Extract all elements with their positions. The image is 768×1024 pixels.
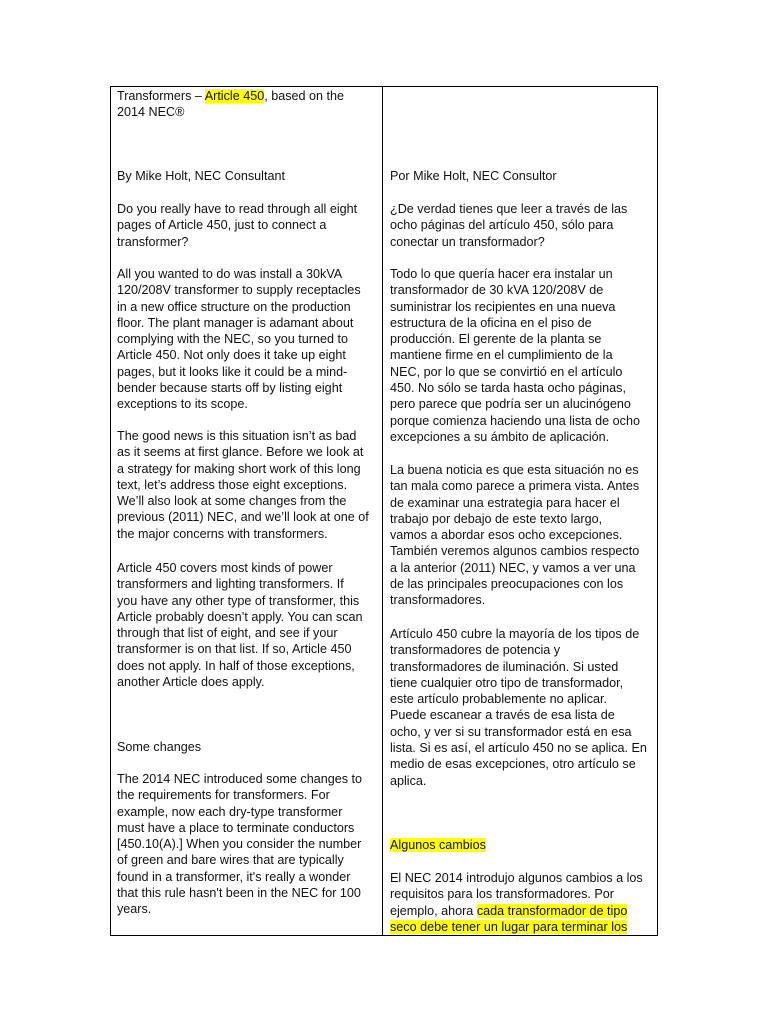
paragraph-es-5-text: El NEC 2014 introdujo algunos cambios a los requisitos para los transformadores. Por ejemplo, ahora [390,871,643,918]
heading-some-changes: Some changes [117,740,202,754]
title-text-pre: Transformers – [117,89,205,103]
byline-en: By Mike Holt, NEC Consultant [117,169,285,183]
heading-algunos-cambios [390,837,652,853]
byline-es: Por Mike Holt, NEC Consultor [390,169,557,183]
paragraph-es-1: ¿De verdad tienes que leer a través de las ocho páginas del artículo 450, sólo para conectar un transformador? [390,202,628,249]
title-text-post: , based on the 2014 NEC® [117,89,345,120]
title-article-highlight: Article 450 [204,89,265,103]
paragraph-en-5: The 2014 NEC introduced some changes to the requirements for transformers. For example, now each dry-type transformer must have a place to terminate conductors [450.10(A).] When you consider the number of green and bare wires that are typically found in a transformer, it's really a wonder that this rule hasn't been in the NEC for 100 years. [117,772,363,917]
document-title [117,88,379,121]
algunos-cambios-highlight: Algunos cambios [390,838,486,852]
paragraph-en-1: Do you really have to read through all eight pages of Article 450, just to connect a transformer? [117,202,358,249]
paragraph-en-4: Article 450 covers most kinds of power transformers and lighting transformers. If you have any other type of transformer, this Article probably doesn’t apply. You can scan through that list of eight, and see if your transformer is on that list. If so, Article 450 does not apply. In half of those exceptions, another Article does apply. [117,561,363,690]
paragraph-en-3: The good news is this situation isn’t as bad as it seems at first glance. Before we look at a strategy for making short work of this long text, let’s address those eight exceptions. We’ll also look at some changes from the previous (2011) NEC, and we’ll look at one of the major concerns with transformers. [117,429,369,541]
highlight-dry-type-1: cada transformador de tipo [476,903,628,918]
paragraph-en-2: All you wanted to do was install a 30kVA 120/208V transformer to supply receptacles in a new office structure on the production floor. The plant manager is adamant about complying with the NEC, so you turned to Article 450. Not only does it take up eight pages, but it looks like it could be a mind- bender because starts off by listing eight exceptions to its scope. [117,267,361,412]
paragraph-es-5 [390,870,652,935]
paragraph-es-4: Artículo 450 cubre la mayoría de los tipos de transformadores de potencia y transformadores de iluminación. Si usted tiene cualquier otro tipo de transformador, este artículo probablemente no aplicar. Puede escanear a través de esa lista de ocho, y ver si su transformador está en esa lista. Si es así, el artículo 450 no se aplica. En medio de esas excepciones, otro artículo se aplica. [390,627,647,788]
highlight-dry-type-2: seco debe tener un lugar para terminar los [390,919,628,934]
paragraph-es-2: Todo lo que quería hacer era instalar un transformador de 30 kVA 120/208V de suministrar los recipientes en una nueva estructura de la oficina en el piso de producción. El gerente de la planta se mantiene firme en el cumplimiento de la NEC, por lo que se convirtió en el artículo 450. No sólo se tarda hasta ocho páginas, pero parece que podría ser un alucinógeno porque comienza haciendo una lista de ocho excepciones a su ámbito de aplicación. [390,267,640,444]
paragraph-es-3: La buena noticia es que esta situación no es tan mala como parece a primera vista. Antes de examinar una estrategia para hacer el trabajo por debajo de este texto largo, vamos a abordar esos ocho excepciones. También veremos algunos cambios respecto a la anterior (2011) NEC, y vamos a ver una de las principales preocupaciones con los transformadores. [390,463,640,608]
